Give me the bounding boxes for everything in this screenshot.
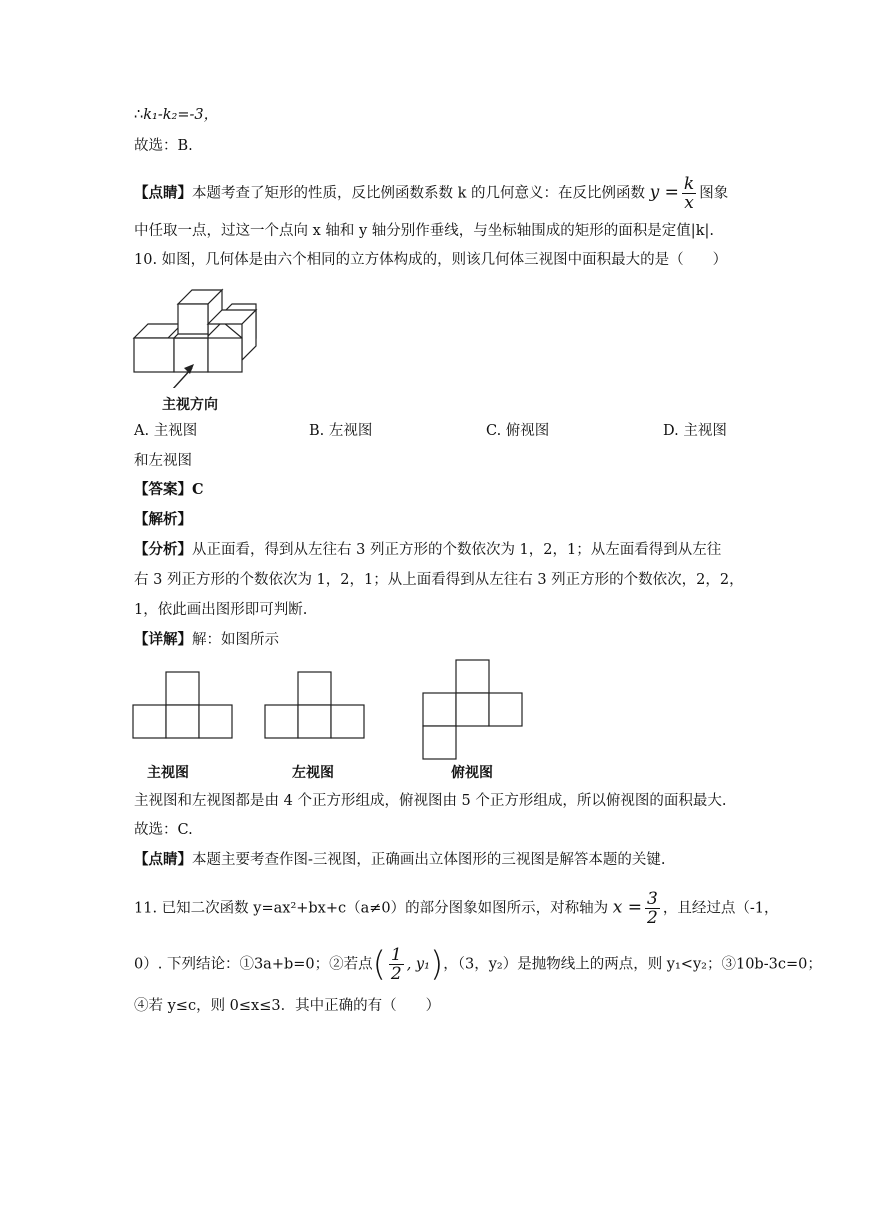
dianjing-10: 【点睛】本题主要考查作图-三视图，正确画出立体图形的三视图是解答本题的关键.: [134, 851, 666, 868]
option-b: B. 左视图: [309, 423, 373, 439]
question-11-line2: 0）. 下列结论：①3a+b=0；②若点( $\frac{1}{2}$ , y₁)，（3，y₂）是抛物线上的两点，则 y₁<y₂；③10b-3c=0；: [134, 944, 822, 985]
front-view-caption: 主视图: [147, 765, 189, 781]
dianjing-9-line2: 中任取一点，过这一个点向 x 轴和 y 轴分别作垂线，与坐标轴围成的矩形的面积是定值|k|.: [134, 223, 714, 239]
top-view-figure: [422, 658, 526, 762]
dianjing-text2: 图象: [699, 185, 729, 202]
option-d-continued: 和左视图: [134, 453, 192, 469]
left-view-caption: 左视图: [292, 765, 334, 781]
xiangjie-line: 【详解】解：如图所示: [134, 631, 279, 648]
func-y: y =: [649, 182, 679, 203]
question-11-line3: ④若 y≤c，则 0≤x≤3．其中正确的有（ ）: [134, 998, 441, 1014]
three-halves-fraction: $\frac{3}{2}$: [647, 889, 658, 928]
cube-figure-caption: 主视方向: [162, 397, 218, 413]
fenxi-line2: 右 3 列正方形的个数依次为 1，2，1；从上面看得到从左往右 3 列正方形的个数依次，2，2，: [134, 572, 744, 588]
top-view-caption: 俯视图: [451, 765, 493, 781]
dianjing-9-line1: [134, 175, 728, 212]
dianjing-text1: 本题考查了矩形的性质，反比例函数系数 k 的几何意义：在反比例函数: [192, 185, 646, 202]
fenxi-tag: 【分析】: [134, 541, 192, 558]
answer-9: 故选：B.: [134, 138, 193, 154]
point-y1: , y₁: [406, 956, 430, 973]
fenxi-line3: 1，依此画出图形即可判断.: [134, 602, 308, 618]
k-over-x-fraction: $\frac{k}{x}$: [683, 174, 695, 213]
front-view-figure: [132, 668, 236, 740]
option-d: D. 主视图: [663, 423, 727, 439]
question-10-stem: 10. 如图，几何体是由六个相同的立方体构成的，则该几何体三视图中面积最大的是（ ）: [134, 252, 728, 268]
therefore-symbol: ∴: [134, 107, 144, 123]
xiangjie-tag: 【详解】: [134, 631, 192, 648]
option-a: A. 主视图: [134, 423, 198, 439]
fenxi-line1: 【分析】从正面看，得到从左往右 3 列正方形的个数依次为 1，2，1；从左面看得到从左往: [134, 541, 722, 558]
dianjing-10-tag: 【点睛】: [134, 851, 192, 868]
option-c: C. 俯视图: [486, 423, 550, 439]
conclusion-10: 主视图和左视图都是由 4 个正方形组成，俯视图由 5 个正方形组成，所以俯视图的面积最大.: [134, 793, 727, 809]
answer-10-final: 故选：C.: [134, 822, 193, 838]
k-expression: k₁-k₂=-3，: [143, 107, 219, 123]
answer-10: 【答案】C: [134, 481, 204, 498]
question-11-line1: 11. 已知二次函数 y=ax²+bx+c（a≠0）的部分图象如图所示，对称轴为 x = $\frac{3}{2}$ ，且经过点（-1，: [134, 889, 779, 928]
cube-figure: [130, 280, 260, 388]
axis-x: x =: [612, 897, 643, 918]
dianjing-tag: 【点睛】: [134, 184, 192, 202]
line-k-result: [134, 105, 218, 125]
left-view-figure: [264, 668, 368, 740]
jiexi-tag: 【解析】: [134, 511, 192, 528]
half-fraction: $\frac{1}{2}$: [390, 945, 402, 984]
